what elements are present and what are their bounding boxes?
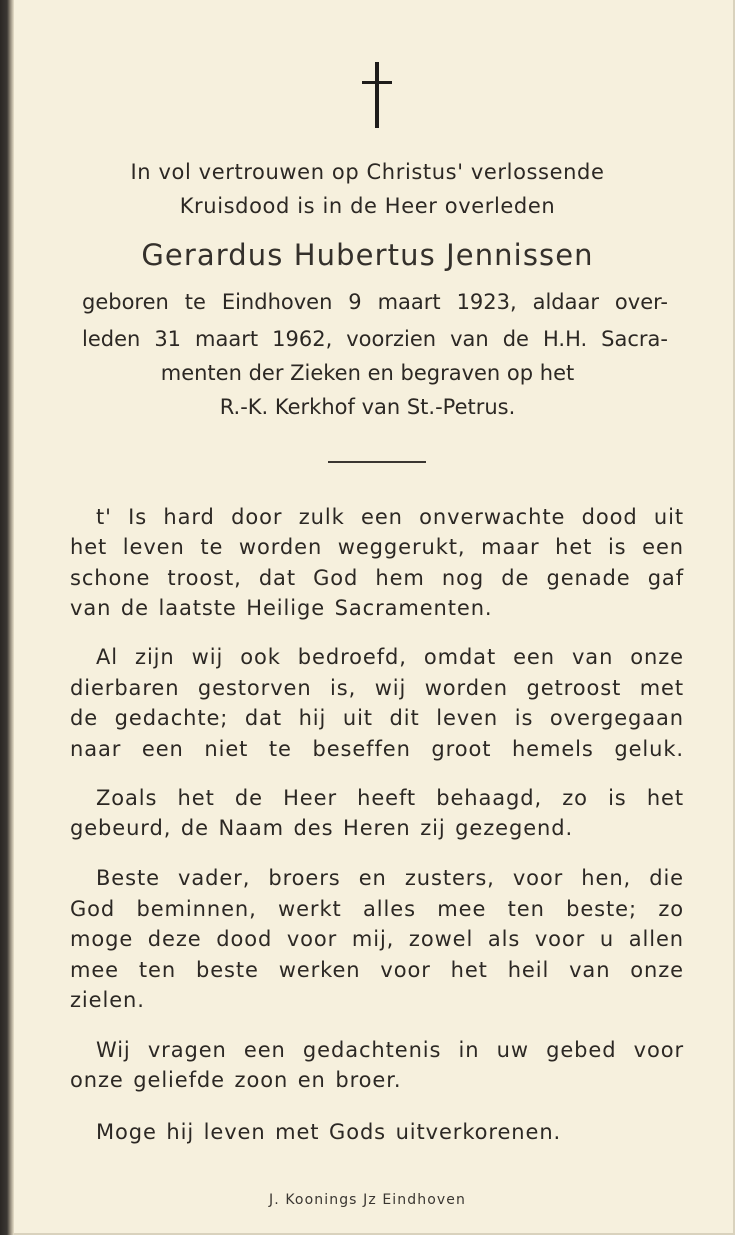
dates-line-4: R.-K. Kerkhof van St.-Petrus. (219, 395, 516, 419)
paragraph-1-line-2: het leven te worden weggerukt, maar het is een (70, 535, 684, 559)
paragraph-4-line-1: Beste vader, broers en zusters, voor hen, die (96, 866, 684, 890)
paragraph-1-line-3: schone troost, dat God hem nog de genade gaf (70, 566, 684, 590)
paragraph-1-line-1: t' Is hard door zulk een onverwachte dood uit (96, 505, 684, 529)
paragraph-2-line-1: Al zijn wij ook bedroefd, omdat een van onze (96, 645, 684, 669)
dates-line-3: menten der Zieken en begraven op het (160, 361, 575, 385)
divider-rule (328, 461, 426, 463)
dates-line-1: geboren te Eindhoven 9 maart 1923, aldaar over- (82, 290, 668, 314)
printer-imprint: J. Koonings Jz Eindhoven (269, 1192, 466, 1208)
paragraph-3-line-1: Zoals het de Heer heeft behaagd, zo is het (96, 786, 684, 810)
paragraph-4-line-3: moge deze dood voor mij, zowel als voor u allen (70, 927, 684, 951)
paragraph-1-line-4: van de laatste Heilige Sacramenten. (70, 596, 493, 620)
paragraph-6-line-1: Moge hij leven met Gods uitverkorenen. (96, 1120, 562, 1144)
paragraph-5-line-2: onze geliefde zoon en broer. (70, 1068, 402, 1092)
paragraph-4-line-5: zielen. (70, 988, 145, 1012)
intro-line-1: In vol vertrouwen op Christus' verlossende (130, 160, 605, 184)
paragraph-2-line-3: de gedachte; dat hij uit dit leven is overgegaan (70, 706, 684, 730)
paragraph-5-line-1: Wij vragen een gedachtenis in uw gebed voor (96, 1038, 684, 1062)
paragraph-4-line-2: God beminnen, werkt alles mee ten beste; zo (70, 897, 684, 921)
cross-icon (359, 62, 395, 132)
paragraph-2-line-2: dierbaren gestorven is, wij worden getroost met (70, 676, 684, 700)
dates-line-2: leden 31 maart 1962, voorzien van de H.H. Sacra- (82, 327, 668, 351)
deceased-name: Gerardus Hubertus Jennissen (141, 238, 594, 272)
intro-line-2: Kruisdood is in de Heer overleden (179, 194, 556, 218)
paragraph-2-line-4: naar een niet te beseffen groot hemels geluk. (70, 737, 684, 761)
paragraph-3-line-2: gebeurd, de Naam des Heren zij gezegend. (70, 816, 574, 840)
card-left-edge (0, 0, 14, 1235)
paragraph-4-line-4: mee ten beste werken voor het heil van onze (70, 958, 684, 982)
